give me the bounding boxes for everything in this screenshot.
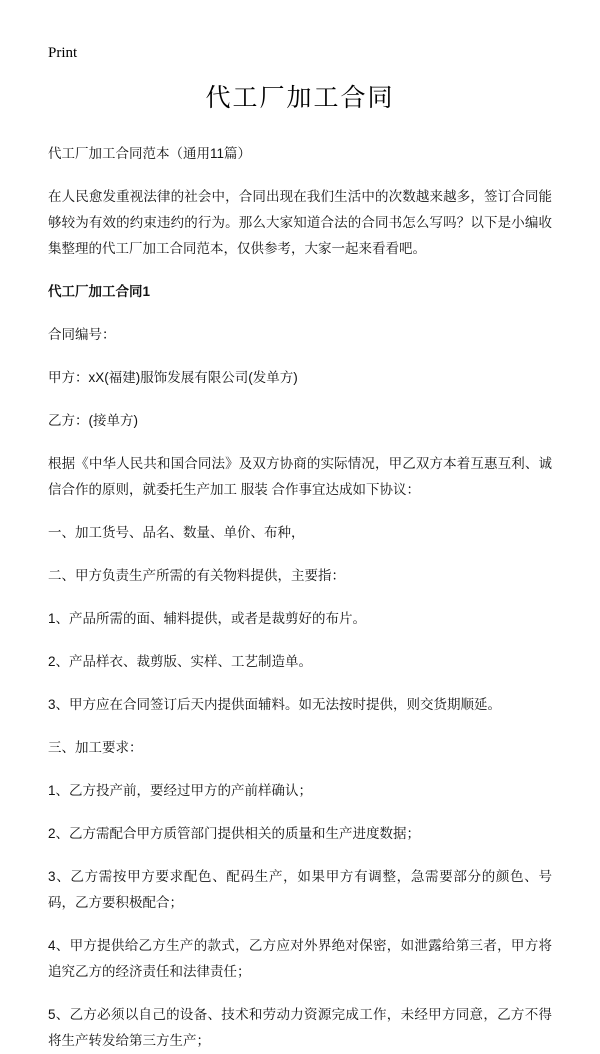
paragraph-item-3-1: 1、乙方投产前，要经过甲方的产前样确认； — [48, 782, 313, 798]
paragraph-item-2-2: 2、产品样衣、裁剪版、实样、工艺制造单。 — [48, 653, 313, 669]
paragraph-item-3-3: 3、乙方需按甲方要求配色、配码生产，如果甲方有调整，急需要部分的颜色、号码，乙方要积极配合； — [48, 868, 552, 910]
paragraph-article-3: 三、加工要求： — [48, 739, 143, 755]
paragraph-item-3-2: 2、乙方需配合甲方质管部门提供相关的质量和生产进度数据； — [48, 825, 421, 841]
paragraph-party-a: 甲方：xX(福建)服饰发展有限公司(发单方) — [48, 369, 298, 385]
page-title: 代工厂加工合同 — [205, 84, 395, 112]
paragraph-contract-no: 合同编号： — [48, 326, 116, 342]
paragraph-subtitle: 代工厂加工合同范本（通用11篇） — [48, 145, 252, 161]
paragraph-preamble: 根据《中华人民共和国合同法》及双方协商的实际情况，甲乙双方本着互惠互利、诚信合作的原则，就委托生产加工 服装 合作事宜达成如下协议： — [48, 455, 552, 497]
paragraph-intro: 在人民愈发重视法律的社会中，合同出现在我们生活中的次数越来越多，签订合同能够较为有效的约束违约的行为。那么大家知道合法的合同书怎么写吗？以下是小编收集整理的代工厂加工合同范本，仅供参考，大家一起来看看吧。 — [48, 188, 552, 256]
print-button[interactable]: Print — [48, 45, 78, 61]
paragraph-item-2-3: 3、甲方应在合同签订后天内提供面辅料。如无法按时提供，则交货期顺延。 — [48, 696, 502, 712]
paragraph-item-3-4: 4、甲方提供给乙方生产的款式，乙方应对外界绝对保密，如泄露给第三者，甲方将追究乙方的经济责任和法律责任； — [48, 937, 552, 979]
paragraph-item-2-1: 1、产品所需的面、辅料提供，或者是裁剪好的布片。 — [48, 610, 367, 626]
paragraph-heading1: 代工厂加工合同1 — [48, 283, 151, 299]
paragraph-item-3-5: 5、乙方必须以自己的设备、技术和劳动力资源完成工作，未经甲方同意，乙方不得将生产转发给第三方生产； — [48, 1006, 552, 1048]
paragraph-article-1: 一、加工货号、品名、数量、单价、布种， — [48, 524, 305, 540]
paragraph-article-2: 二、甲方负责生产所需的有关物料提供，主要指： — [48, 567, 345, 583]
paragraph-party-b: 乙方：(接单方) — [48, 412, 138, 428]
